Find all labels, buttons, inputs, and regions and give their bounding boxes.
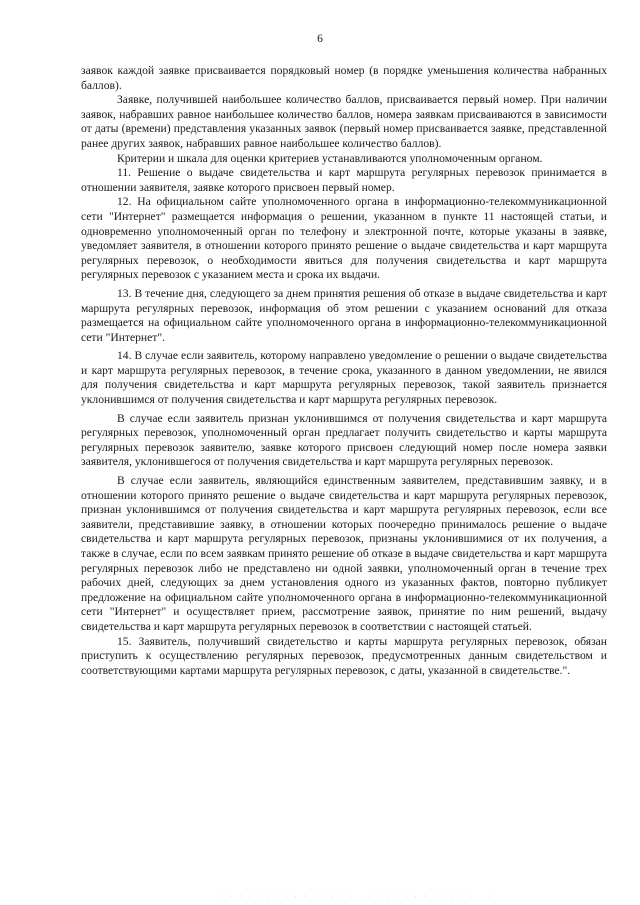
paragraph-repeat-publication: В случае если заявитель, являющийся единственным заявителем, представившим заявку, и в отношении которого принято решение о выдаче свидетельства и карт маршрута регулярных перевозок, признан уклонившимся от получения свидетельства и карт маршрута регулярных перевозок, если все заявители, представившие заявку, в отношении которых поочередно принималось решение о выдаче свидетельства и карт маршрута регулярных перевозок, признаны уклонившимися от их получения, а также в случае, если по всем заявкам принято решение об отказе в выдаче свидетельства и карт маршрута регулярных перевозок либо не представлено ни одной заявки, уполномоченный орган в течение трех рабочих дней, следующих за днем установления одного из указанных фактов, повторно публикует предложение на официальном сайте уполномоченного органа в информационно-телекоммуникационной сети "Интернет" и осуществляет прием, рассмотрение заявок, принятие по ним решений, выдачу свидетельства и карт маршрута регулярных перевозок в соответствии с настоящей статьей.	[81, 474, 607, 633]
paragraph-continuation: заявок каждой заявке присваивается порядковый номер (в порядке уменьшения количества набранных баллов).	[81, 64, 607, 92]
paragraph-criteria: Критерии и шкала для оценки критериев устанавливаются уполномоченным органом.	[117, 151, 543, 165]
paragraph-item-13: 13. В течение дня, следующего за днем принятия решения об отказе в выдаче свидетельства и карт маршрута регулярных перевозок, информация об этом решении с указанием оснований для отказа размещается на официальном сайте уполномоченного органа в информационно-телекоммуникационной сети "Интернет".	[81, 286, 607, 344]
paragraph-evasion-next-applicant: В случае если заявитель признан уклонившимся от получения свидетельства и карт маршрута регулярных перевозок, уполномоченный орган предлагает получить свидетельство и карты маршрута регулярных перевозок заявителю, заявке которого присвоен следующий номер после номера заявки заявителя, уклонившегося от получения свидетельства и карт маршрута регулярных перевозок.	[81, 411, 607, 469]
scan-edge-mark: · · · · · · · · · · · · · · · · · · · · · · · · · · · · · ·	[220, 893, 493, 900]
page-number: 6	[317, 33, 323, 45]
paragraph-item-15: 15. Заявитель, получивший свидетельство и карты маршрута регулярных перевозок, обязан приступить к осуществлению регулярных перевозок, предусмотренных данным свидетельством и соответствующими картами маршрута регулярных перевозок, с даты, указанной в свидетельстве.".	[81, 634, 607, 677]
paragraph-item-12: 12. На официальном сайте уполномоченного органа в информационно-телекоммуникационной сети "Интернет" размещается информация о решении, указанном в пункте 11 настоящей статьи, и одновременно уполномоченный орган по телефону и электронной почте, которые указаны в заявке, уведомляет заявителя, в отношении которого принято решение о выдаче свидетельства и карт маршрута регулярных перевозок, о необходимости явиться для получения свидетельства и карт маршрута регулярных перевозок с указанием места и срока их выдачи.	[81, 195, 607, 282]
paragraph-item-14: 14. В случае если заявитель, которому направлено уведомление о решении о выдаче свидетельства и карт маршрута регулярных перевозок, в течение срока, указанного в данном уведомлении, не явился для получения свидетельства и карт маршрута регулярных перевозок, такой заявитель признается уклонившимся от получения свидетельства и карт маршрута регулярных перевозок.	[81, 349, 607, 407]
document-body	[81, 64, 607, 678]
paragraph-item-11: 11. Решение о выдаче свидетельства и карт маршрута регулярных перевозок принимается в отношении заявителя, заявке которого присвоен первый номер.	[81, 166, 607, 194]
paragraph-first-number-rule: Заявке, получившей наибольшее количество баллов, присваивается первый номер. При наличии заявок, набравших равное наибольшее количество баллов, номера заявкам присваиваются в зависимости от даты (времени) представления указанных заявок (первый номер присваивается заявке, представленной ранее других заявок, набравших равное наибольшее количество баллов).	[81, 93, 607, 150]
